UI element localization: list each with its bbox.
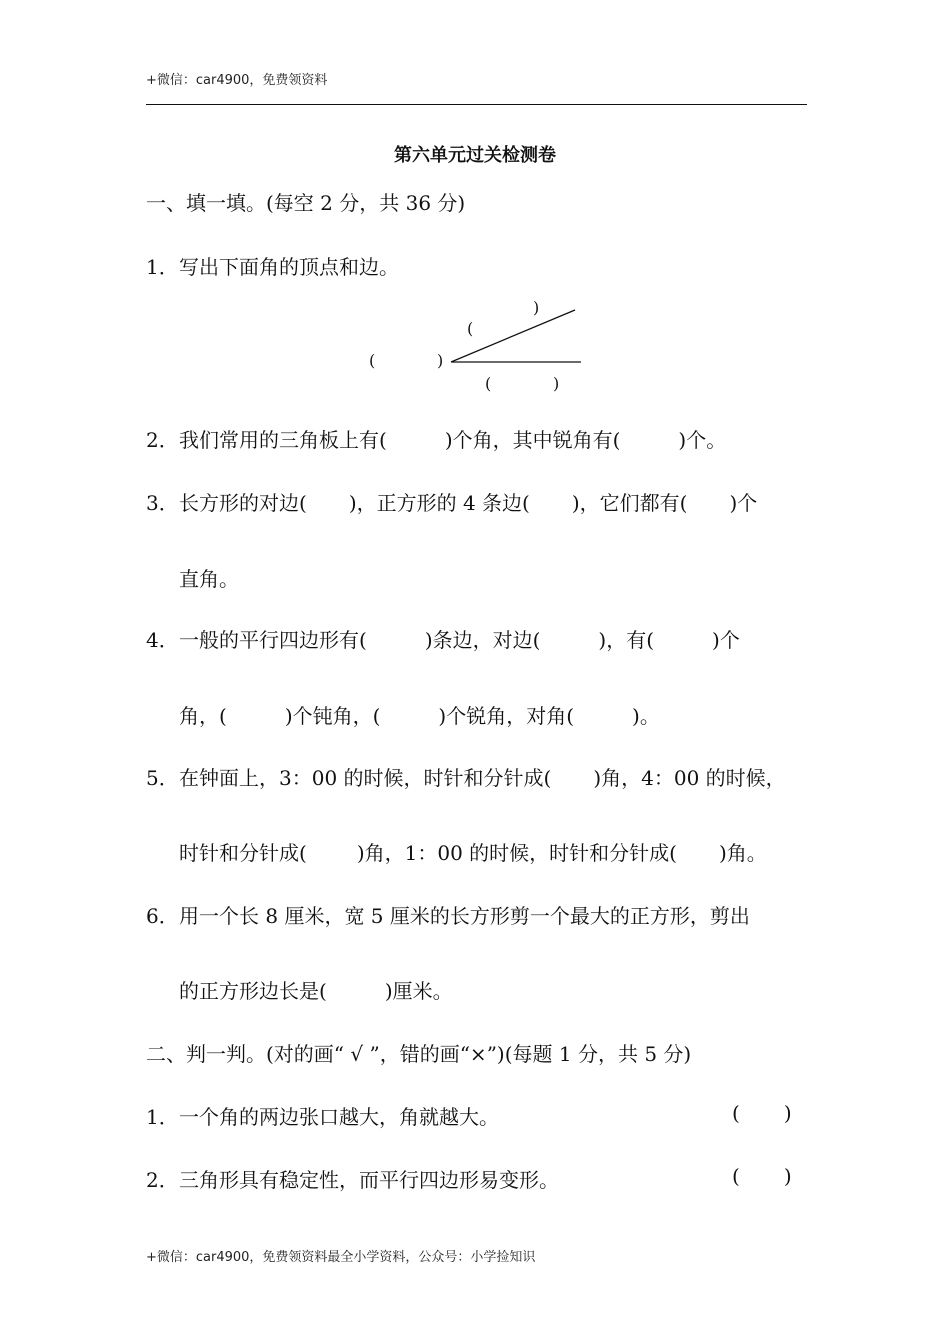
ray-upper-close-paren: ) — [533, 298, 540, 317]
q-text: )个角，其中锐角有( — [444, 428, 621, 452]
q-text: 一般的平行四边形有( — [179, 628, 367, 652]
q-text: )个 — [712, 628, 740, 652]
q-text: )，正方形的 4 条边( — [348, 491, 530, 515]
q-text: 一个角的两边张口越大，角就越大。 — [179, 1105, 499, 1129]
q-text: )，它们都有( — [571, 491, 688, 515]
section1-heading: 一、填一填。(每空 2 分，共 36 分) — [146, 191, 466, 215]
q-text: )个锐角，对角( — [438, 704, 575, 728]
ray-lower-open-paren: ( — [485, 374, 492, 393]
q-text: )角，1：00 的时候，时针和分针成( — [356, 841, 677, 865]
q1-4-line2 — [179, 700, 660, 729]
close-paren: ) — [783, 1101, 792, 1125]
q-number: 6． — [146, 904, 179, 928]
q1-2 — [146, 424, 726, 453]
q-text: )个。 — [678, 428, 727, 452]
judge-answer-box[interactable] — [732, 1164, 792, 1188]
ray-upper-open-paren: ( — [467, 319, 474, 338]
q-text: 长方形的对边( — [179, 491, 307, 515]
q-number: 2． — [146, 1168, 179, 1192]
q1-5 — [146, 762, 786, 791]
q1-5-line2 — [179, 837, 767, 866]
header-text: +微信：car4900，免费领资料 — [146, 73, 328, 88]
q-number: 1． — [146, 1105, 179, 1129]
q-number: 1． — [146, 255, 179, 279]
close-paren: ) — [783, 1164, 792, 1188]
q-text: )，有( — [598, 628, 655, 652]
footer-text: +微信：car4900，免费领资料最全小学资料，公众号：小学捡知识 — [146, 1250, 536, 1265]
q1-3-line2: 直角。 — [179, 567, 239, 591]
q-number: 2． — [146, 428, 179, 452]
q-text: )条边，对边( — [424, 628, 541, 652]
q-number: 4． — [146, 628, 179, 652]
open-paren: ( — [732, 1101, 740, 1125]
q-text: )个 — [729, 491, 758, 515]
q-text: 三角形具有稳定性，而平行四边形易变形。 — [179, 1168, 559, 1192]
q-text: )厘米。 — [384, 979, 453, 1003]
q-text: )。 — [632, 704, 660, 728]
q-text: 的正方形边长是( — [179, 979, 327, 1003]
q-text: 我们常用的三角板上有( — [179, 428, 387, 452]
vertex-close-paren: ) — [437, 351, 444, 370]
judge-answer-box[interactable] — [732, 1101, 792, 1125]
q1-6 — [146, 900, 750, 929]
q-text: 在钟面上，3：00 的时候，时针和分针成( — [179, 766, 552, 790]
q-number: 5． — [146, 766, 179, 790]
q-text: )个钝角，( — [284, 704, 381, 728]
q-number: 3． — [146, 491, 179, 515]
page-title: 第六单元过关检测卷 — [394, 145, 556, 166]
ray-lower-close-paren: ) — [553, 374, 560, 393]
open-paren: ( — [732, 1164, 740, 1188]
q2-2 — [146, 1164, 559, 1193]
q-text: 写出下面角的顶点和边。 — [179, 255, 399, 279]
q-text: 时针和分针成( — [179, 841, 307, 865]
q1-4 — [146, 624, 740, 653]
q-text: )角，4：00 的时候， — [593, 766, 786, 790]
vertex-open-paren: ( — [369, 351, 376, 370]
q1-3 — [146, 487, 757, 516]
section2-heading: 二、判一判。(对的画“ √ ”，错的画“×”)(每题 1 分，共 5 分) — [146, 1042, 692, 1066]
q-text: 用一个长 8 厘米，宽 5 厘米的长方形剪一个最大的正方形，剪出 — [179, 904, 750, 928]
q2-1 — [146, 1101, 499, 1130]
q1-6-line2 — [179, 975, 453, 1004]
q-text: )角。 — [718, 841, 767, 865]
q-text: 角，( — [179, 704, 227, 728]
